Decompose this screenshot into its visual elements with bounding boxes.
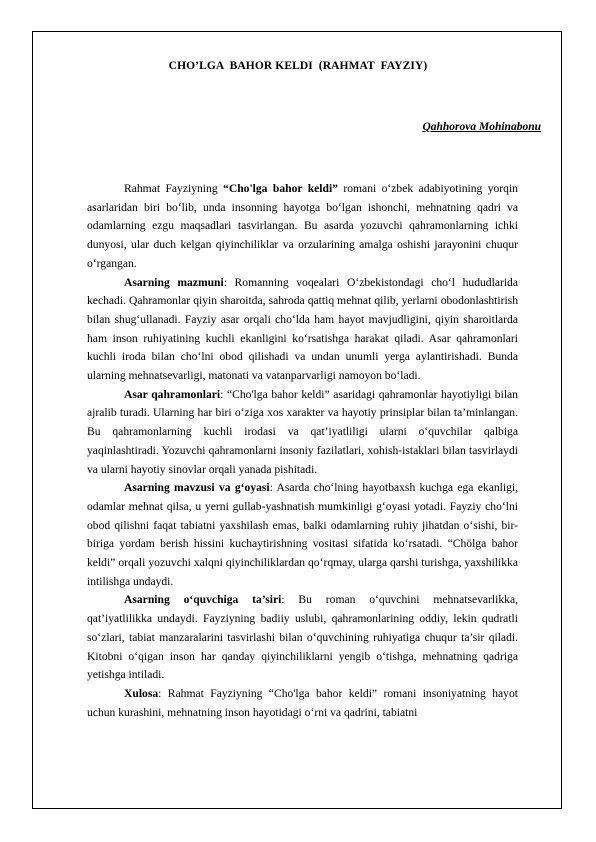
paragraph-intro (87, 180, 518, 274)
paragraph-lead: Xulosa (124, 686, 159, 700)
paragraph-characters (87, 386, 518, 480)
paragraph-lead: Asarning o‘quvchiga ta’siri (124, 593, 282, 607)
paragraph-lead: Asarning mavzusi va g‘oyasi (124, 481, 270, 495)
paragraph-text: : Bu roman o‘quvchini mehnatsevarlikka, qat’iyatlilikka undaydi. Fayziyning badiiy uslubi, qahramonlarining oddiy, lekin qudratli so‘zlari, tabiat manzaralarini tasvirlashi bilan o‘quvchining ruhiyatiga chuqur ta’sir qiladi. Kitobni o‘qigan inson har qanday qiyinchiliklarni yengib o‘tishga, mehnatning qadriga yetishga intiladi. (87, 593, 518, 682)
novel-title-bold: “Cho'lga bahor keldi” (223, 182, 338, 195)
paragraph-lead: Asarning mazmuni (124, 275, 224, 289)
paragraph-conclusion (87, 685, 518, 722)
paragraph-impact (87, 591, 518, 685)
paragraph-text: romani o‘zbek adabiyotining yorqin asarlaridan biri bo‘lib, unda insonning hayotga bo‘lgan ishonchi, mehnatning qadri va odamlarning ezgu maqsadlari tasvirlangan. Bu asarda yozuvchi qahramonlarning ichki dunyosi, ular duch kelgan qiyinchiliklar va orzularining amalga oshishi jarayonini chuqur o‘rgangan. (87, 182, 518, 270)
paragraph-content (87, 274, 518, 386)
paragraph-text: : Romanning voqealari O‘zbekistondagi cho‘l hududlarida kechadi. Qahramonlar qiyin sharoitda, sahroda qattiq mehnat qilib, yerlarni obodonlashtirish bilan shug‘ullanadi. Fayziy asar orqali cho‘lda ham hayot mavjudligini, qiyin sharoitlarda ham inson ruhiyatining kuchli ekanligini ko‘rsatishga harakat qiladi. Asar qahramonlari kuchli iroda bilan cho‘lni obod qilishadi va undan unumli yerga aylantirishadi. Bunda ularning mehnatsevarligi, matonati va vatanparvarligi namoyon bo‘ladi. (87, 275, 518, 383)
paragraph-theme (87, 479, 518, 591)
paragraph-text: : Asarda cho‘lning hayotbaxsh kuchga ega ekanligi, odamlar mehnat qilsa, u yerni gullab-yashnatish mumkinligi g‘oyasi yotadi. Fayziy cho‘lni obod qilishni faqat tabiatni yaxshilash emas, balki odamlarning ruhiy jihatdan o‘sishi, bir-biriga yordam berish hissini kuchaytirishning vositasi sifatida ko‘rsatadi. “Chölga bahor keldi” orqali yozuvchi xalqni qiyinchiliklardan qo‘rqmay, ularga qarshi turishga, yaxshilikka intilishga undaydi. (87, 481, 518, 588)
author-name: Qahhorova Mohinabonu (422, 121, 541, 133)
paragraph-text: : “Cho'lga bahor keldi” asaridagi qahramonlar hayotiyligi bilan ajralib turadi. Ularning har biri o‘ziga xos xarakter va hayotiy prinsiplar bilan ta’minlangan. Bu qahramonlarning kuchli irodasi va qat’iyatliligi ularni o‘quvchilar qalbiga yaqinlashtiradi. Yozuvchi qahramonlarni insoniy fazilatlari, xohish-istaklari bilan tasvirlaydi va ularni hayotiy sinovlar orqali yanada pishitadi. (87, 387, 518, 476)
document-title: CHO’LGA BAHOR KELDI (RAHMAT FAYZIY) (168, 60, 428, 72)
paragraph-text: : Rahmat Fayziyning “Cho'lga bahor keldi” romani insoniyatning hayot uchun kurashini, mehnatning inson hayotidagi o‘rni va qadrini, tabiatni (87, 686, 518, 719)
paragraph-lead: Asar qahramonlari (124, 387, 221, 401)
paragraph-intro-start: Rahmat Fayziyning (124, 182, 224, 195)
document-body (87, 180, 518, 722)
